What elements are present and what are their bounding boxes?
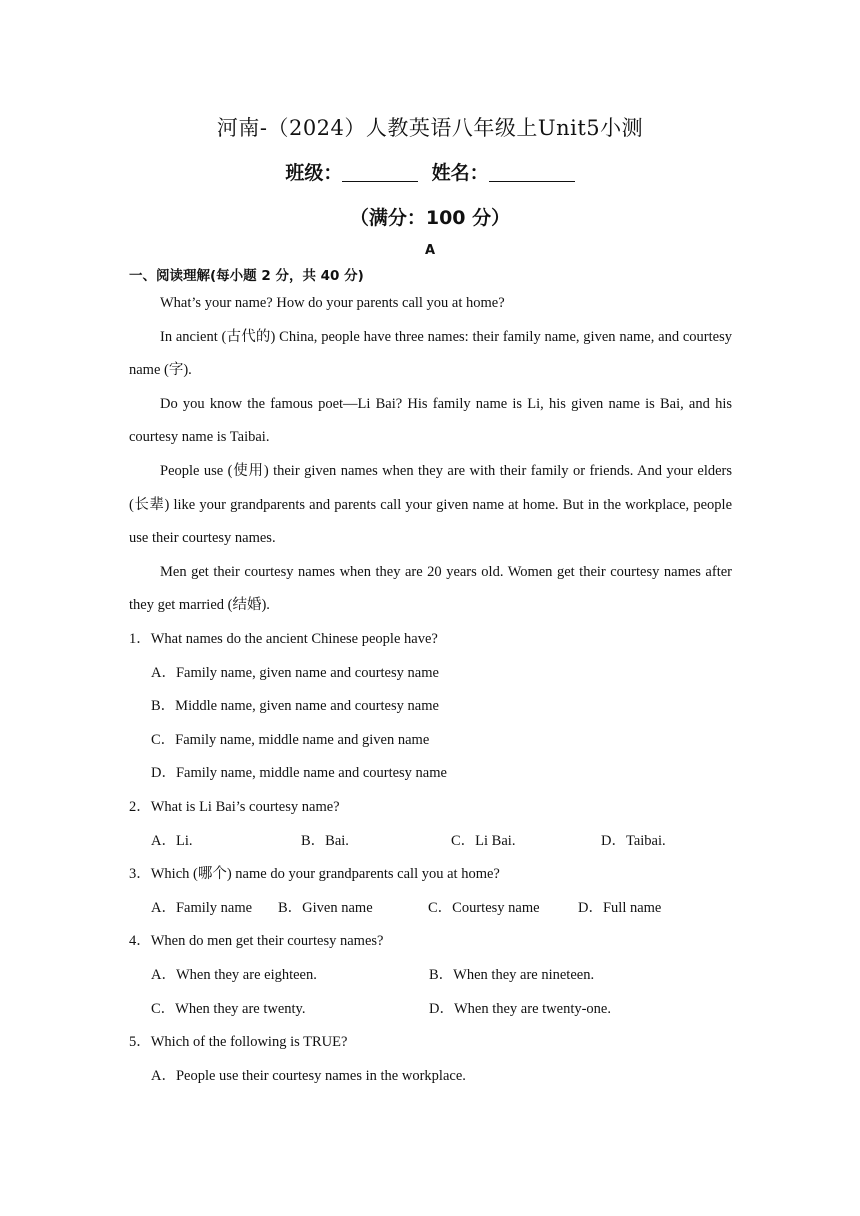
option-b[interactable]: B．Given name (278, 899, 373, 916)
option-row (129, 959, 732, 993)
question-stem: 4．When do men get their courtesy names? (129, 933, 384, 950)
page-title: 河南-（2024）人教英语八年级上Unit5小测 (216, 116, 644, 140)
option-c[interactable]: C．Family name, middle name and given name (151, 731, 430, 748)
question-list (129, 623, 732, 1093)
section-heading: 一、阅读理解(每小题 2 分，共 40 分) (129, 268, 364, 284)
class-label: 班级： (285, 162, 343, 184)
option-c[interactable]: C．Courtesy name (428, 899, 540, 916)
passage-paragraph: In ancient (古代的) China, people have three names: their family name, given name, and courtesy name (字). (129, 328, 732, 379)
option-b[interactable]: B．Bai. (301, 832, 349, 849)
option-a[interactable]: A．Family name (151, 899, 253, 916)
option-d[interactable]: D．Full name (578, 899, 662, 916)
option-c[interactable]: C．Li Bai. (451, 832, 516, 849)
option-a[interactable]: A．Family name, given name and courtesy name (151, 664, 439, 681)
option-a[interactable]: A．People use their courtesy names in the workplace. (151, 1067, 466, 1084)
option-row (129, 825, 732, 859)
name-blank[interactable] (489, 161, 575, 182)
option-a[interactable]: A．When they are eighteen. (151, 966, 317, 983)
passage-paragraph: Men get their courtesy names when they are 20 years old. Women get their courtesy names after they get married (结婚). (129, 563, 732, 614)
part-letter: A (424, 243, 436, 258)
reading-passage (129, 287, 732, 623)
option-b[interactable]: B．When they are nineteen. (429, 966, 595, 983)
passage-paragraph: What’s your name? How do your parents call you at home? (160, 295, 505, 311)
score-note: （满分：100 分） (349, 207, 511, 229)
option-row (129, 993, 732, 1027)
passage-paragraph: Do you know the famous poet—Li Bai? His family name is Li, his given name is Bai, and his courtesy name is Taibai. (129, 395, 732, 446)
question-stem: 1．What names do the ancient Chinese people have? (129, 631, 438, 647)
question-stem: 2．What is Li Bai’s courtesy name? (129, 798, 340, 815)
class-blank[interactable] (342, 161, 418, 182)
option-a[interactable]: A．Li. (151, 832, 193, 849)
option-row (129, 892, 732, 926)
passage-paragraph: People use (使用) their given names when they are with their family or friends. And your elders (长辈) like your grandparents and parents call your given name at home. But in the workplace, people use their courtesy names. (129, 462, 732, 547)
option-c[interactable]: C．When they are twenty. (151, 1000, 306, 1017)
option-b[interactable]: B．Middle name, given name and courtesy name (151, 698, 439, 715)
student-info-line (0, 158, 860, 185)
name-label: 姓名： (431, 162, 489, 184)
question-stem: 3．Which (哪个) name do your grandparents call you at home? (129, 866, 500, 883)
option-d[interactable]: D．Family name, middle name and courtesy name (151, 765, 447, 782)
option-d[interactable]: D．Taibai. (601, 832, 666, 849)
question-stem: 5．Which of the following is TRUE? (129, 1034, 348, 1051)
option-d[interactable]: D．When they are twenty-one. (429, 1000, 611, 1017)
